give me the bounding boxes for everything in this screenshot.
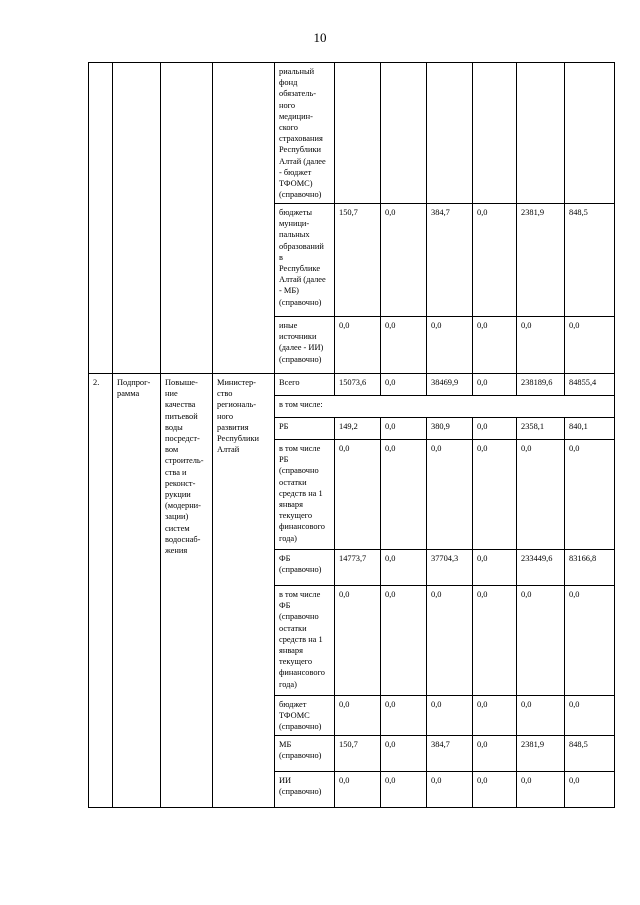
funding-source: бюджет ТФОМС (справочно) [275,696,335,736]
cell-number-empty [89,63,113,374]
value-cell: 0,0 [381,374,427,396]
value-cell: 0,0 [335,772,381,808]
value-cell: 0,0 [473,550,517,586]
program-type: Подпрог- рамма [113,374,161,808]
funding-source: МБ (справочно) [275,736,335,772]
value-cell: 233449,6 [517,550,565,586]
value-cell: 0,0 [427,696,473,736]
value-cell: 238189,6 [517,374,565,396]
value-cell: 0,0 [381,440,427,550]
value-cell: 0,0 [565,317,615,374]
value-cell [427,63,473,204]
value-cell: 0,0 [427,586,473,696]
value-cell: 14773,7 [335,550,381,586]
value-cell: 840,1 [565,418,615,440]
table-row [89,63,615,204]
value-cell: 384,7 [427,736,473,772]
value-cell: 37704,3 [427,550,473,586]
value-cell: 0,0 [473,317,517,374]
value-cell: 149,2 [335,418,381,440]
value-cell [565,63,615,204]
funding-source: ИИ (справочно) [275,772,335,808]
value-cell: 0,0 [517,317,565,374]
value-cell: 150,7 [335,736,381,772]
value-cell: 0,0 [565,440,615,550]
value-cell: 0,0 [427,440,473,550]
value-cell: 0,0 [381,317,427,374]
value-cell: 384,7 [427,204,473,317]
value-cell [517,63,565,204]
value-cell: 0,0 [381,736,427,772]
value-cell: 0,0 [381,550,427,586]
value-cell: 848,5 [565,736,615,772]
value-cell: 0,0 [335,586,381,696]
value-cell: 0,0 [335,317,381,374]
value-cell: 0,0 [381,586,427,696]
table-row [89,374,615,396]
value-cell: 0,0 [473,374,517,396]
value-cell: 2358,1 [517,418,565,440]
value-cell: 0,0 [473,440,517,550]
value-cell: 380,9 [427,418,473,440]
value-cell: 0,0 [517,440,565,550]
program-executor: Министер- ство региональ- ного развития Республики Алтай [213,374,275,808]
value-cell: 15073,6 [335,374,381,396]
value-cell: 0,0 [381,772,427,808]
value-cell: 0,0 [473,204,517,317]
value-cell: 0,0 [517,772,565,808]
value-cell [381,63,427,204]
value-cell: 2381,9 [517,204,565,317]
funding-table [88,62,615,808]
funding-source: риальный фонд обязатель- ного медицин- ского страхования Республики Алтай (далее - бюджет ТФОМС) (справочно) [275,63,335,204]
value-cell: 848,5 [565,204,615,317]
value-cell: 0,0 [473,772,517,808]
value-cell: 150,7 [335,204,381,317]
value-cell: 0,0 [517,696,565,736]
funding-source: в том числе ФБ (справочно остатки средств на 1 января текущего финансового года) [275,586,335,696]
value-cell: 0,0 [473,696,517,736]
funding-source: ФБ (справочно) [275,550,335,586]
value-cell: 0,0 [473,736,517,772]
value-cell: 0,0 [427,772,473,808]
value-cell: 0,0 [381,418,427,440]
value-cell: 2381,9 [517,736,565,772]
cell-name-empty [161,63,213,374]
cell-type-empty [113,63,161,374]
value-cell: 0,0 [335,696,381,736]
value-cell: 0,0 [565,772,615,808]
value-cell: 38469,9 [427,374,473,396]
funding-source: в том числе РБ (справочно остатки средств на 1 января текущего финансового года) [275,440,335,550]
value-cell: 0,0 [427,317,473,374]
value-cell: 0,0 [565,696,615,736]
funding-source: в том числе: [275,396,615,418]
value-cell [335,63,381,204]
value-cell: 0,0 [381,204,427,317]
value-cell: 84855,4 [565,374,615,396]
cell-executor-empty [213,63,275,374]
value-cell: 0,0 [517,586,565,696]
value-cell: 0,0 [473,418,517,440]
program-number: 2. [89,374,113,808]
funding-source: Всего [275,374,335,396]
funding-source: бюджеты муници- пальных образований в Республике Алтай (далее - МБ) (справочно) [275,204,335,317]
value-cell: 83166,8 [565,550,615,586]
value-cell: 0,0 [565,586,615,696]
funding-source: иные источники (далее - ИИ) (справочно) [275,317,335,374]
program-name: Повыше- ние качества питьевой воды посредст- вом строитель- ства и реконст- рукции (модерни- зации) систем водоснаб- жения [161,374,213,808]
value-cell [473,63,517,204]
value-cell: 0,0 [381,696,427,736]
funding-source: РБ [275,418,335,440]
page-number: 10 [313,30,327,45]
value-cell: 0,0 [473,586,517,696]
value-cell: 0,0 [335,440,381,550]
